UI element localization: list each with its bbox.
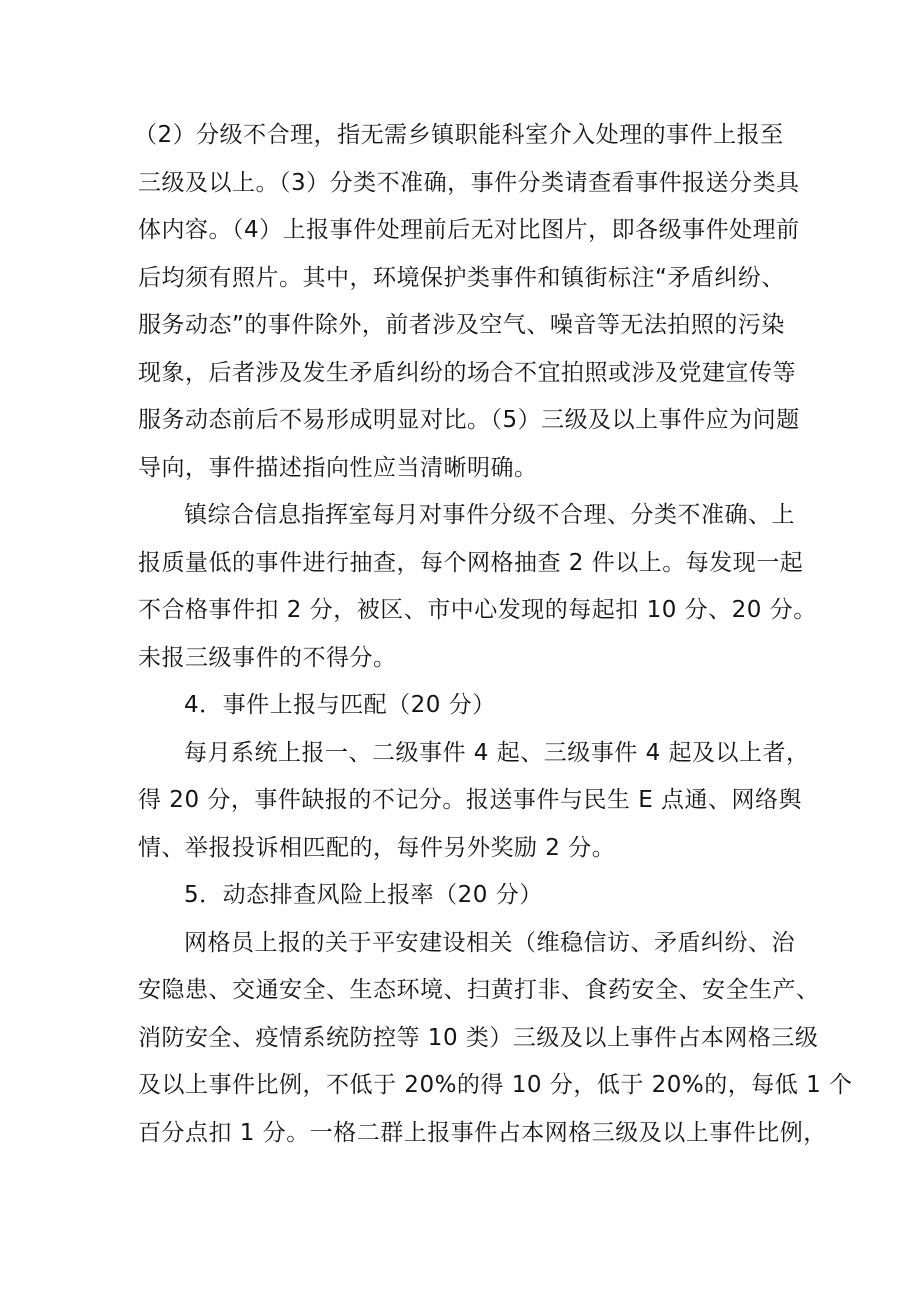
text-line: 三级及以上。（3）分类不准确，事件分类请查看事件报送分类具	[138, 169, 800, 196]
text-line: 服务动态前后不易形成明显对比。（5）三级及以上事件应为问题	[138, 407, 800, 433]
text-line: 报质量低的事件进行抽查，每个网格抽查 2 件以上。每发现一起	[138, 549, 804, 576]
text-line: 得 20 分，事件缺报的不记分。报送事件与民生 E 点通、网络舆	[138, 787, 803, 813]
section-heading-4	[138, 682, 798, 730]
text-line: 安隐患、交通安全、生态环境、扫黄打非、食药安全、安全生产、	[138, 977, 820, 1003]
text-line: 不合格事件扣 2 分，被区、市中心发现的每起扣 10 分、20 分。	[138, 597, 817, 623]
text-line: 百分点扣 1 分。一格二群上报事件占本网格三级及以上事件比例，	[138, 1119, 827, 1146]
section-heading-5	[138, 872, 798, 920]
heading-text: 4．事件上报与匹配（20 分）	[184, 692, 496, 718]
paragraph-risk-reporting-rate	[138, 920, 853, 1158]
text-line: 及以上事件比例，不低于 20%的得 10 分，低于 20%的，每低 1 个	[138, 1072, 853, 1098]
paragraph-classification-rules	[134, 112, 800, 492]
paragraph-spot-check	[138, 492, 817, 682]
text-line: 未报三级事件的不得分。	[138, 644, 397, 671]
document-body	[134, 112, 853, 1157]
text-line: 每月系统上报一、二级事件 4 起、三级事件 4 起及以上者，	[184, 739, 810, 766]
paragraph-event-reporting	[138, 730, 810, 873]
text-line: 现象，后者涉及发生矛盾纠纷的场合不宜拍照或涉及党建宣传等	[138, 359, 796, 386]
text-line: 后均须有照片。其中，环境保护类事件和镇街标注“矛盾纠纷、	[138, 264, 785, 291]
text-line: 导向，事件描述指向性应当清晰明确。	[138, 454, 538, 481]
text-line: 服务动态”的事件除外，前者涉及空气、噪音等无法拍照的污染	[138, 312, 785, 338]
text-line: 情、举报投诉相匹配的，每件另外奖励 2 分。	[138, 834, 616, 861]
text-line: 体内容。（4）上报事件处理前后无对比图片，即各级事件处理前	[138, 217, 800, 243]
text-line: （2）分级不合理，指无需乡镇职能科室介入处理的事件上报至	[134, 122, 784, 148]
heading-text: 5．动态排查风险上报率（20 分）	[184, 882, 543, 908]
text-line: 网格员上报的关于平安建设相关（维稳信访、矛盾纠纷、治	[184, 929, 795, 956]
text-line: 消防安全、疫情系统防控等 10 类）三级及以上事件占本网格三级	[138, 1024, 819, 1051]
text-line: 镇综合信息指挥室每月对事件分级不合理、分类不准确、上	[184, 502, 795, 528]
